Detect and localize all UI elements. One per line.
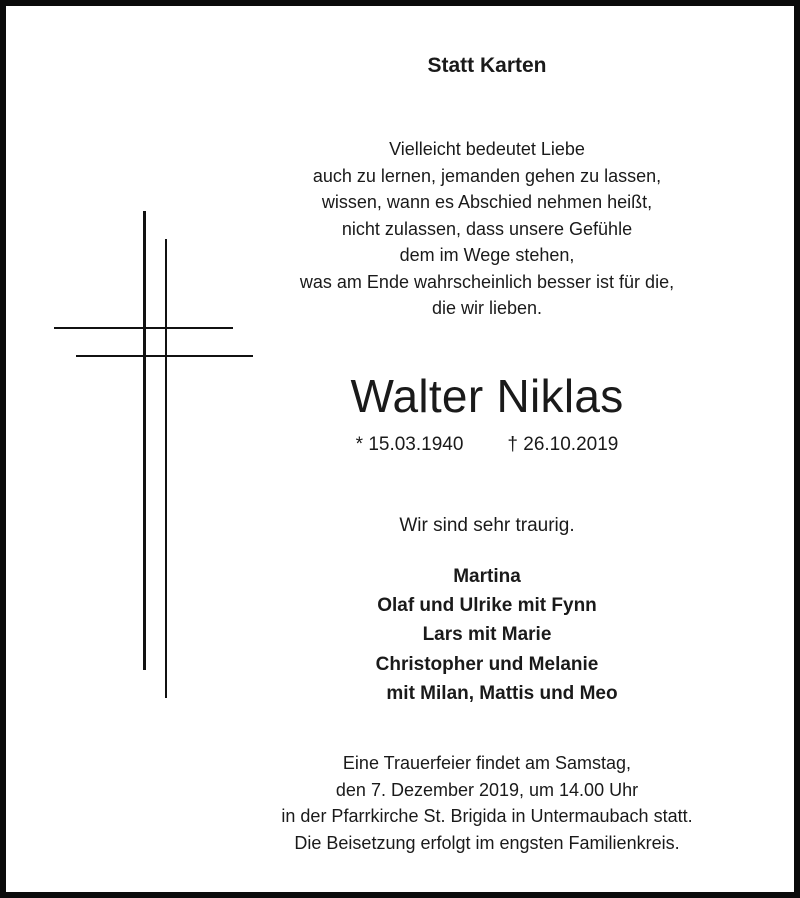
poem-line: die wir lieben. xyxy=(431,298,543,318)
family-line: Lars mit Marie xyxy=(422,624,552,646)
poem-line: nicht zulassen, dass unsere Gefühle xyxy=(341,218,633,239)
mourning-text: Wir sind sehr traurig. xyxy=(399,515,575,536)
poem-line: auch zu lernen, jemanden gehen zu lassen, xyxy=(312,165,662,186)
service-line: den 7. Dezember 2019, um 14.00 Uhr xyxy=(335,779,639,800)
family-line: Olaf und Ulrike mit Fynn xyxy=(377,595,597,617)
poem-line: was am Ende wahrscheinlich besser ist für die, xyxy=(299,271,675,292)
family-members xyxy=(187,562,787,708)
cross-vertical-bar-front xyxy=(143,211,146,670)
cross-horizontal-bar-back xyxy=(76,355,253,357)
deceased-name: Walter Niklas xyxy=(350,370,624,422)
service-line: Die Beisetzung erfolgt im engsten Familienkreis. xyxy=(294,832,680,853)
cross-vertical-bar-back xyxy=(165,239,167,698)
family-line: Martina xyxy=(453,566,521,587)
poem-line: wissen, wann es Abschied nehmen heißt, xyxy=(321,192,653,212)
funeral-service-info xyxy=(187,750,787,856)
service-line: Eine Trauerfeier findet am Samstag, xyxy=(342,753,632,773)
poem-line: dem im Wege stehen, xyxy=(399,245,575,265)
death-date: † 26.10.2019 xyxy=(507,434,619,455)
birth-date: * 15.03.1940 xyxy=(355,434,464,455)
poem xyxy=(187,136,787,322)
family-line: Christopher und Melanie xyxy=(375,653,599,675)
cross-horizontal-bar-front xyxy=(54,327,233,329)
family-line: mit Milan, Mattis und Meo xyxy=(386,682,618,704)
life-dates xyxy=(187,432,787,458)
service-line: in der Pfarrkirche St. Brigida in Untermaubach statt. xyxy=(281,806,693,826)
poem-line: Vielleicht bedeutet Liebe xyxy=(389,139,585,159)
notice-heading: Statt Karten xyxy=(427,54,547,77)
